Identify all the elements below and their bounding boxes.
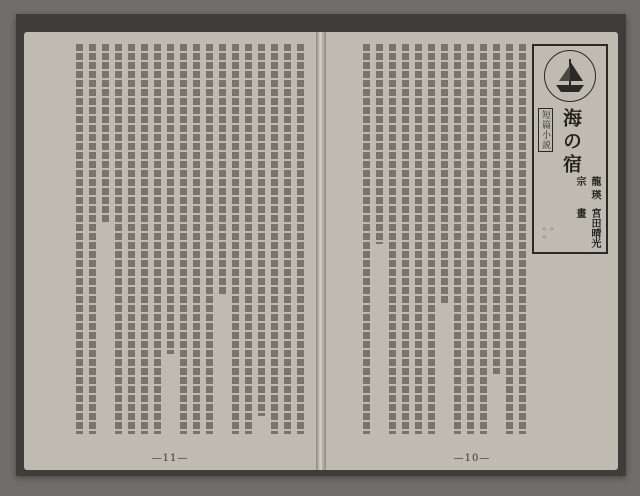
ship-emblem-icon [544,50,596,102]
byline [572,176,602,252]
page-number: —10— [453,453,491,464]
story-title: 海の宿 [560,108,582,177]
page-number-value: 10 [464,453,480,464]
page-number-value: 11 [162,453,178,464]
right-page-body-text [338,44,526,444]
right-page [326,32,618,470]
binding-gutter [316,32,326,470]
story-header [532,44,608,254]
page-number: —11— [151,453,189,464]
series-label: 短篇小説 [538,108,553,152]
author-name: 龍 瑛 宗 [574,176,600,200]
left-page-body-text [36,44,304,444]
illustrator-credit: 宮田晴光 畫 [574,208,600,249]
left-page [24,32,316,470]
decorative-dots: ◦ ◦ ◦ [542,225,554,242]
magazine-spread [16,14,626,476]
